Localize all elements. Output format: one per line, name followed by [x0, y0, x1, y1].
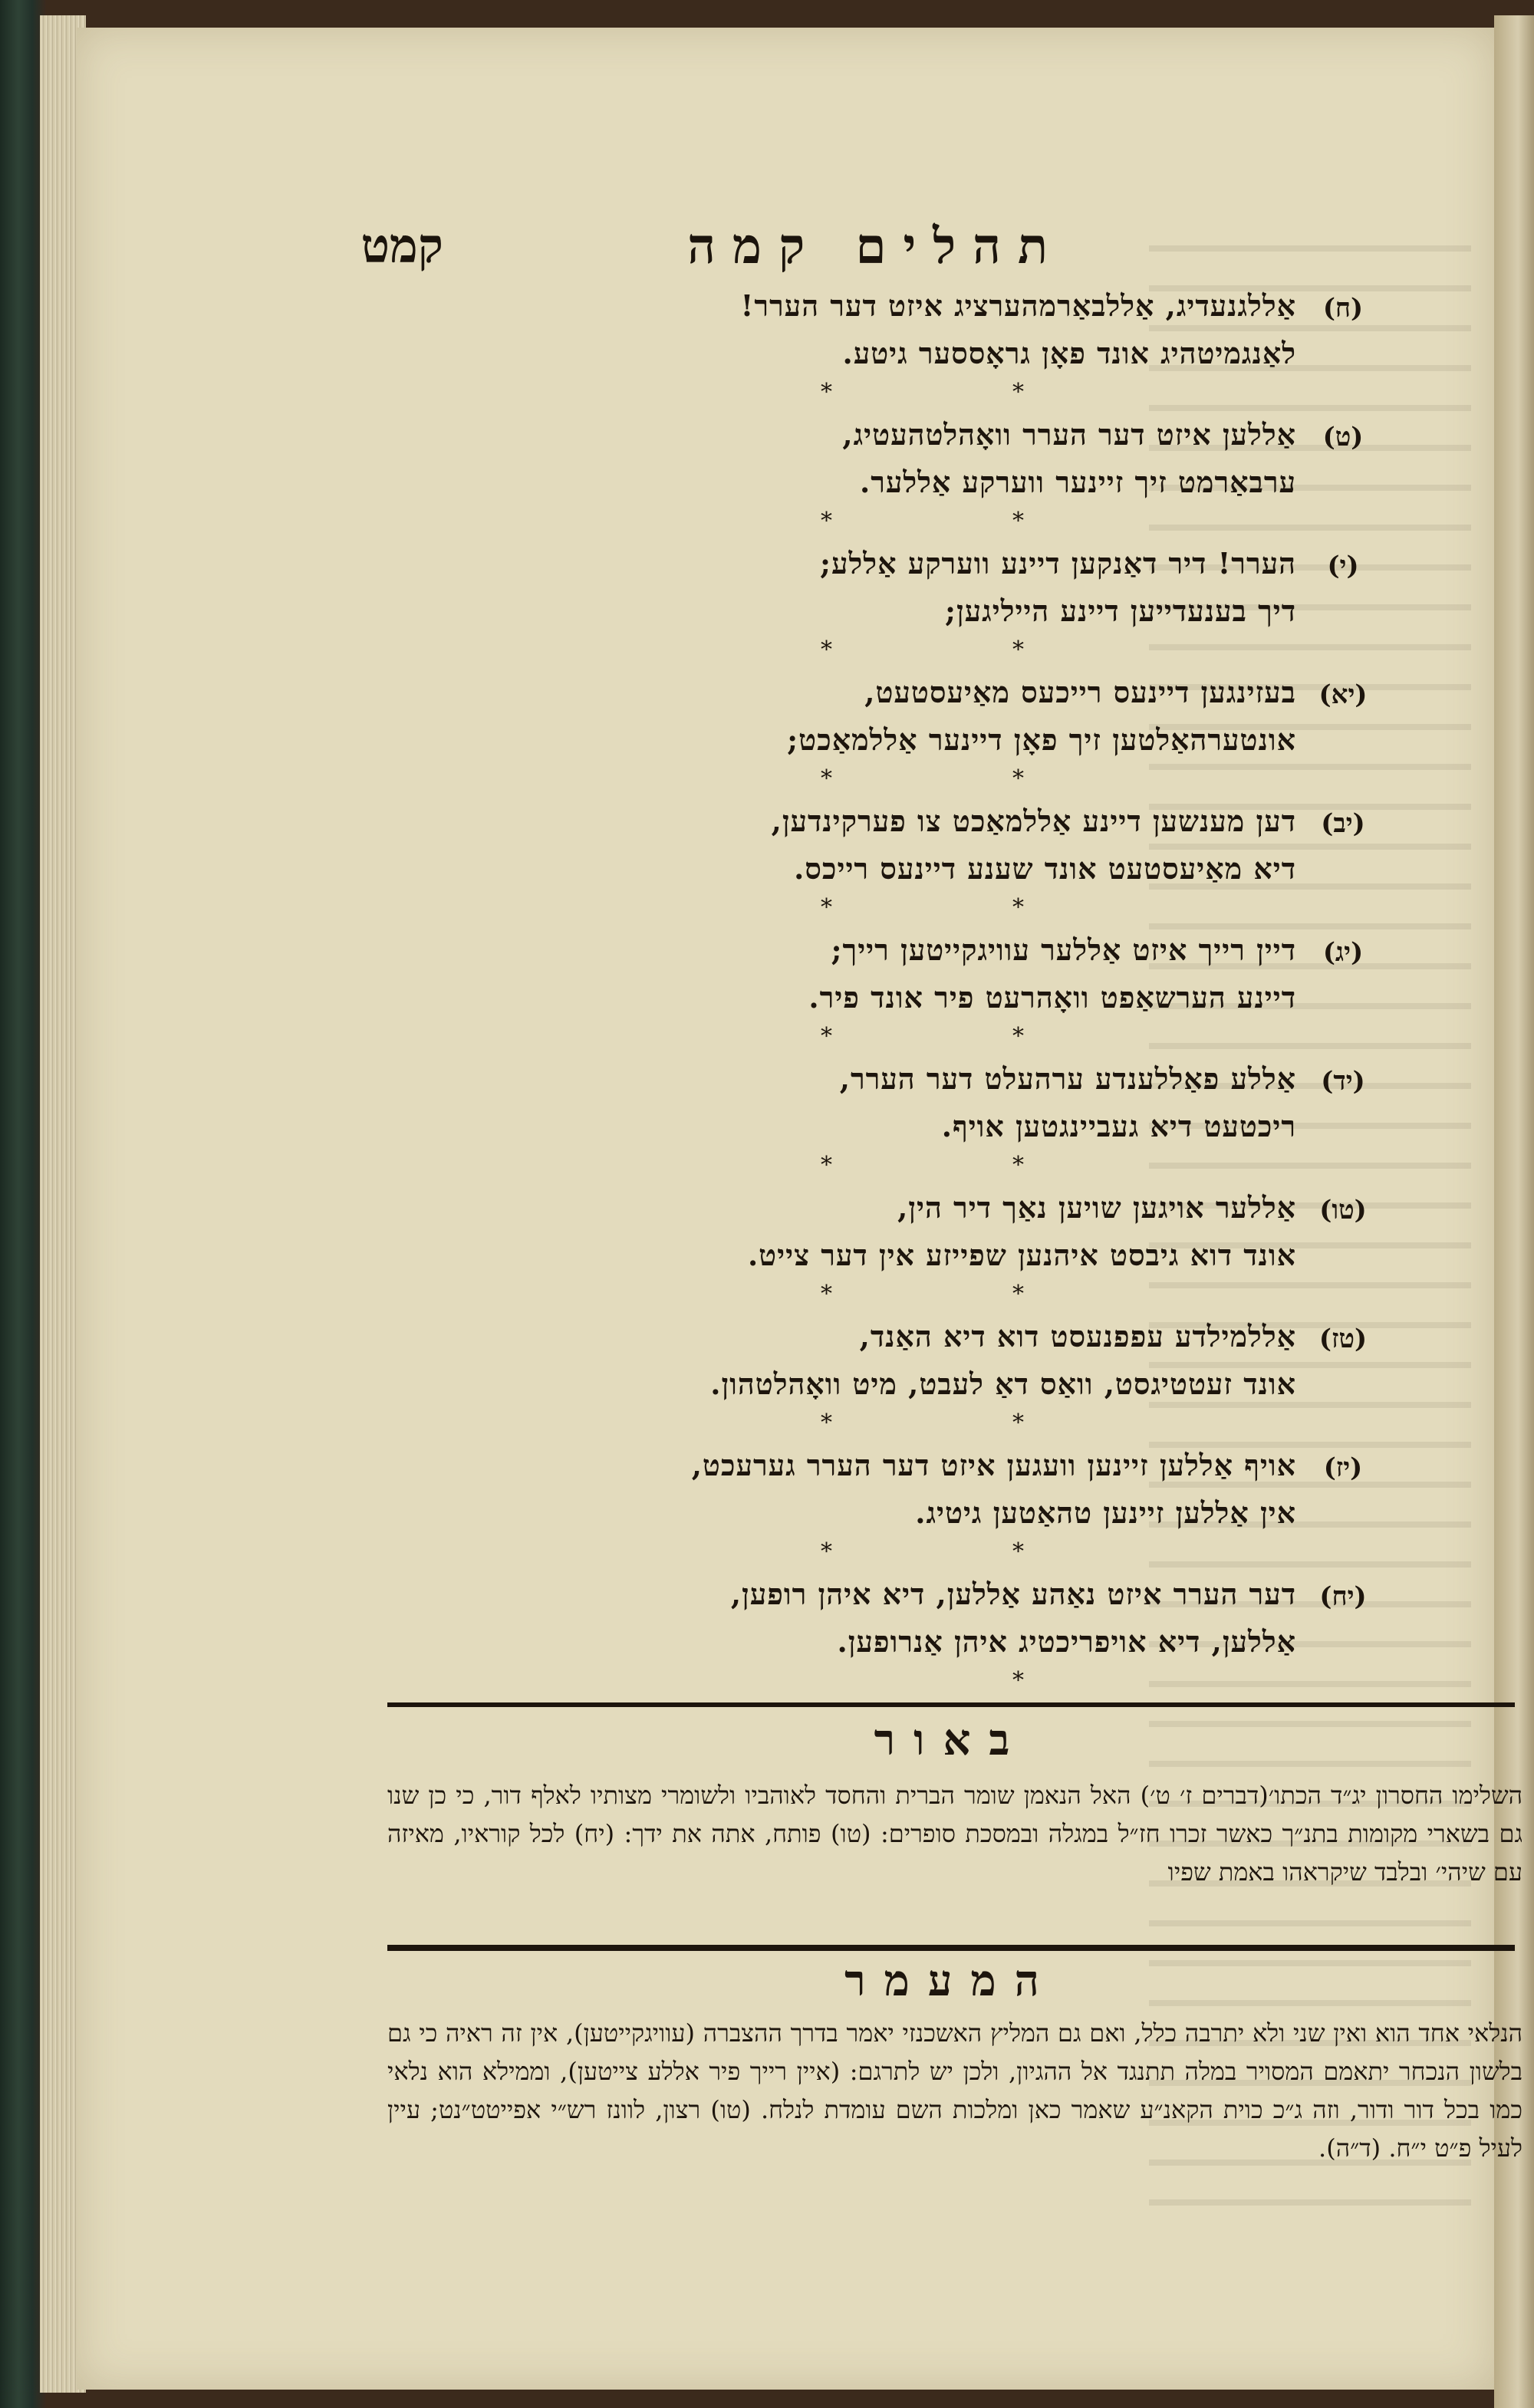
verse — [491, 1319, 1368, 1448]
verse — [491, 1448, 1365, 1577]
verse-line: דער הערר איזט נאַהע אַללען, דיא איהן רופען, — [730, 1577, 1296, 1611]
verse-line: אונד דוא גיבסט איהנען שפייזע אין דער צייט. — [747, 1238, 1296, 1272]
verse-line: ערבאַרמט זיך זיינער ווערקע אַללער. — [859, 465, 1296, 499]
section-rule — [387, 1702, 1515, 1707]
verse-line: אונד זעטטיגסט, וואַס דאַ לעבט, מיט וואָהלטהון. — [710, 1367, 1296, 1401]
verse-number: (יד) — [1321, 1066, 1365, 1097]
star-glyph: * — [1012, 1410, 1024, 1436]
star-glyph: * — [821, 1410, 832, 1436]
section-rule — [387, 1945, 1515, 1951]
verse-number: (ט) — [1322, 422, 1364, 452]
star-glyph: * — [1012, 894, 1024, 921]
verse-line: לאַנגמיטהיג אונד פאָן גראָססער גיטע. — [842, 336, 1296, 370]
verse-number: (ח) — [1322, 293, 1364, 324]
verse-line: אַללען, דיא אויפריכטיג איהן אַנרופען. — [837, 1624, 1296, 1659]
verse-number: (טו) — [1319, 1195, 1367, 1225]
star-glyph: * — [821, 894, 832, 921]
verse-line: אַללע פאַללענדע ערהעלט דער הערר, — [839, 1061, 1296, 1096]
star-glyph: * — [1012, 379, 1024, 406]
star-glyph: * — [1012, 1152, 1024, 1179]
star-glyph: * — [1012, 1538, 1024, 1565]
verse-line: דיין רייך איזט אַללער עוויגקייטען רייך; — [831, 933, 1296, 967]
verse-number: (יא) — [1318, 679, 1368, 710]
verse-line: דען מענשען דיינע אַללמאַכט צו פערקינדען, — [771, 804, 1296, 838]
verse — [491, 546, 1365, 675]
verse — [491, 933, 1365, 1061]
verse — [491, 1061, 1365, 1190]
star-glyph: * — [821, 1281, 832, 1308]
star-glyph: * — [1012, 637, 1024, 663]
verse-list — [491, 288, 1368, 1715]
verse-number: (י) — [1327, 551, 1359, 581]
verse-line: אין אַללען זיינען טהאַטען גיטיג. — [915, 1495, 1296, 1530]
verse-line: אויף אַללען זיינען וועגען איזט דער הערר גערעכט, — [691, 1448, 1296, 1482]
star-glyph: * — [1012, 1023, 1024, 1050]
star-glyph: * — [1012, 1667, 1024, 1694]
verse — [491, 1190, 1365, 1319]
star-glyph: * — [1012, 508, 1024, 535]
verse-number: (יח) — [1319, 1581, 1367, 1612]
verse-number: (יג) — [1322, 937, 1364, 968]
verse-line: הערר! דיר דאַנקען דיינע ווערקע אַללע; — [820, 546, 1296, 581]
verse-line: דיך בענעדייען דיינע הייליגען; — [944, 594, 1296, 628]
verse — [491, 675, 1368, 804]
verse-number: (יז) — [1323, 1452, 1363, 1483]
star-glyph: * — [821, 1538, 832, 1565]
verse-line: בעזינגען דיינעס רייכעס מאַיעסטעט, — [864, 675, 1296, 709]
verse — [491, 417, 1365, 546]
verse-line: אַללגנעדיג, אַללבאַרמהערציג איזט דער הערר! — [740, 288, 1296, 323]
verse-number: (יב) — [1321, 808, 1365, 839]
hameamer-text: הנלאי אחד הוא ואין שני ולא יתרבה כלל, ואם גם המליץ האשכנזי יאמר בדרך ההצברה (עוויגקייטען), אין זה ראיה כי גם בלשון הנכחר יתאמם המסויר במלה תתנגד אל ההגיון, ולכן יש לתרגם: (איין רייך פיר אללע צייטען), וממילא הוא נלאי כמו בכל דור ודור, וזה ג״כ כוית הקאנ״ע שאמר כאן ומלכות השם עומדת לנלח. (טו) רצון, לוונז רש״י אפייטט״נט; עיין לעיל פ״ט י״ח. (ד״ה). — [387, 2018, 1523, 2163]
verse-number: (טז) — [1318, 1324, 1368, 1354]
verse-line: דיא מאַיעסטעט אונד שענע דיינעס רייכס. — [794, 851, 1296, 886]
verse-line: אַללען איזט דער הערר וואָהלטהעטיג, — [842, 417, 1296, 452]
star-glyph: * — [821, 379, 832, 406]
verse — [491, 804, 1365, 933]
verse-line: ריכטעט דיא געביינגטען אויף. — [941, 1109, 1296, 1143]
verse-line: אַללער אויגען שויען נאַך דיר הין, — [897, 1190, 1296, 1225]
book-binding — [0, 0, 46, 2408]
verse-line: אונטערהאַלטען זיך פאָן דיינער אַללמאַכט; — [787, 722, 1296, 757]
biur-title: באור — [874, 1715, 1029, 1765]
page-number: קמט — [360, 218, 443, 274]
star-glyph: * — [821, 508, 832, 535]
verse-line: דיינע הערשאַפט וואָהרעט פיר אונד פיר. — [808, 980, 1296, 1015]
verse-line: אַללמילדע עפפנעסט דוא דיא האַנד, — [859, 1319, 1296, 1354]
star-glyph: * — [821, 765, 832, 792]
verse — [491, 1577, 1365, 1706]
running-title: תהלים קמה — [687, 218, 1065, 275]
hameamer-title: המעמר — [844, 1956, 1058, 2006]
star-glyph: * — [821, 1023, 832, 1050]
book-page — [77, 28, 1523, 2390]
star-glyph: * — [821, 637, 832, 663]
star-glyph: * — [1012, 765, 1024, 792]
star-glyph: * — [1012, 1281, 1024, 1308]
biur-text: השלימו החסרון יג״ד הכתו׳(דברים ז׳ ט׳) האל הנאמן שומר הברית והחסד לאוהביו ולשומרי מצותיו לאלף דור, כי כן שנו גם בשארי מקומות בתנ״ך כאשר זכרו חז״ל במגלה ובמסכת סופרים: (טו) פותח, אתה את ידך: (יח) לכל קוראיו, מאיזה עם שיהי׳ ובלבד שיקראהו באמת שפיו — [387, 1781, 1522, 1887]
star-glyph: * — [821, 1152, 832, 1179]
page-header — [307, 181, 1494, 304]
verse — [491, 288, 1365, 417]
